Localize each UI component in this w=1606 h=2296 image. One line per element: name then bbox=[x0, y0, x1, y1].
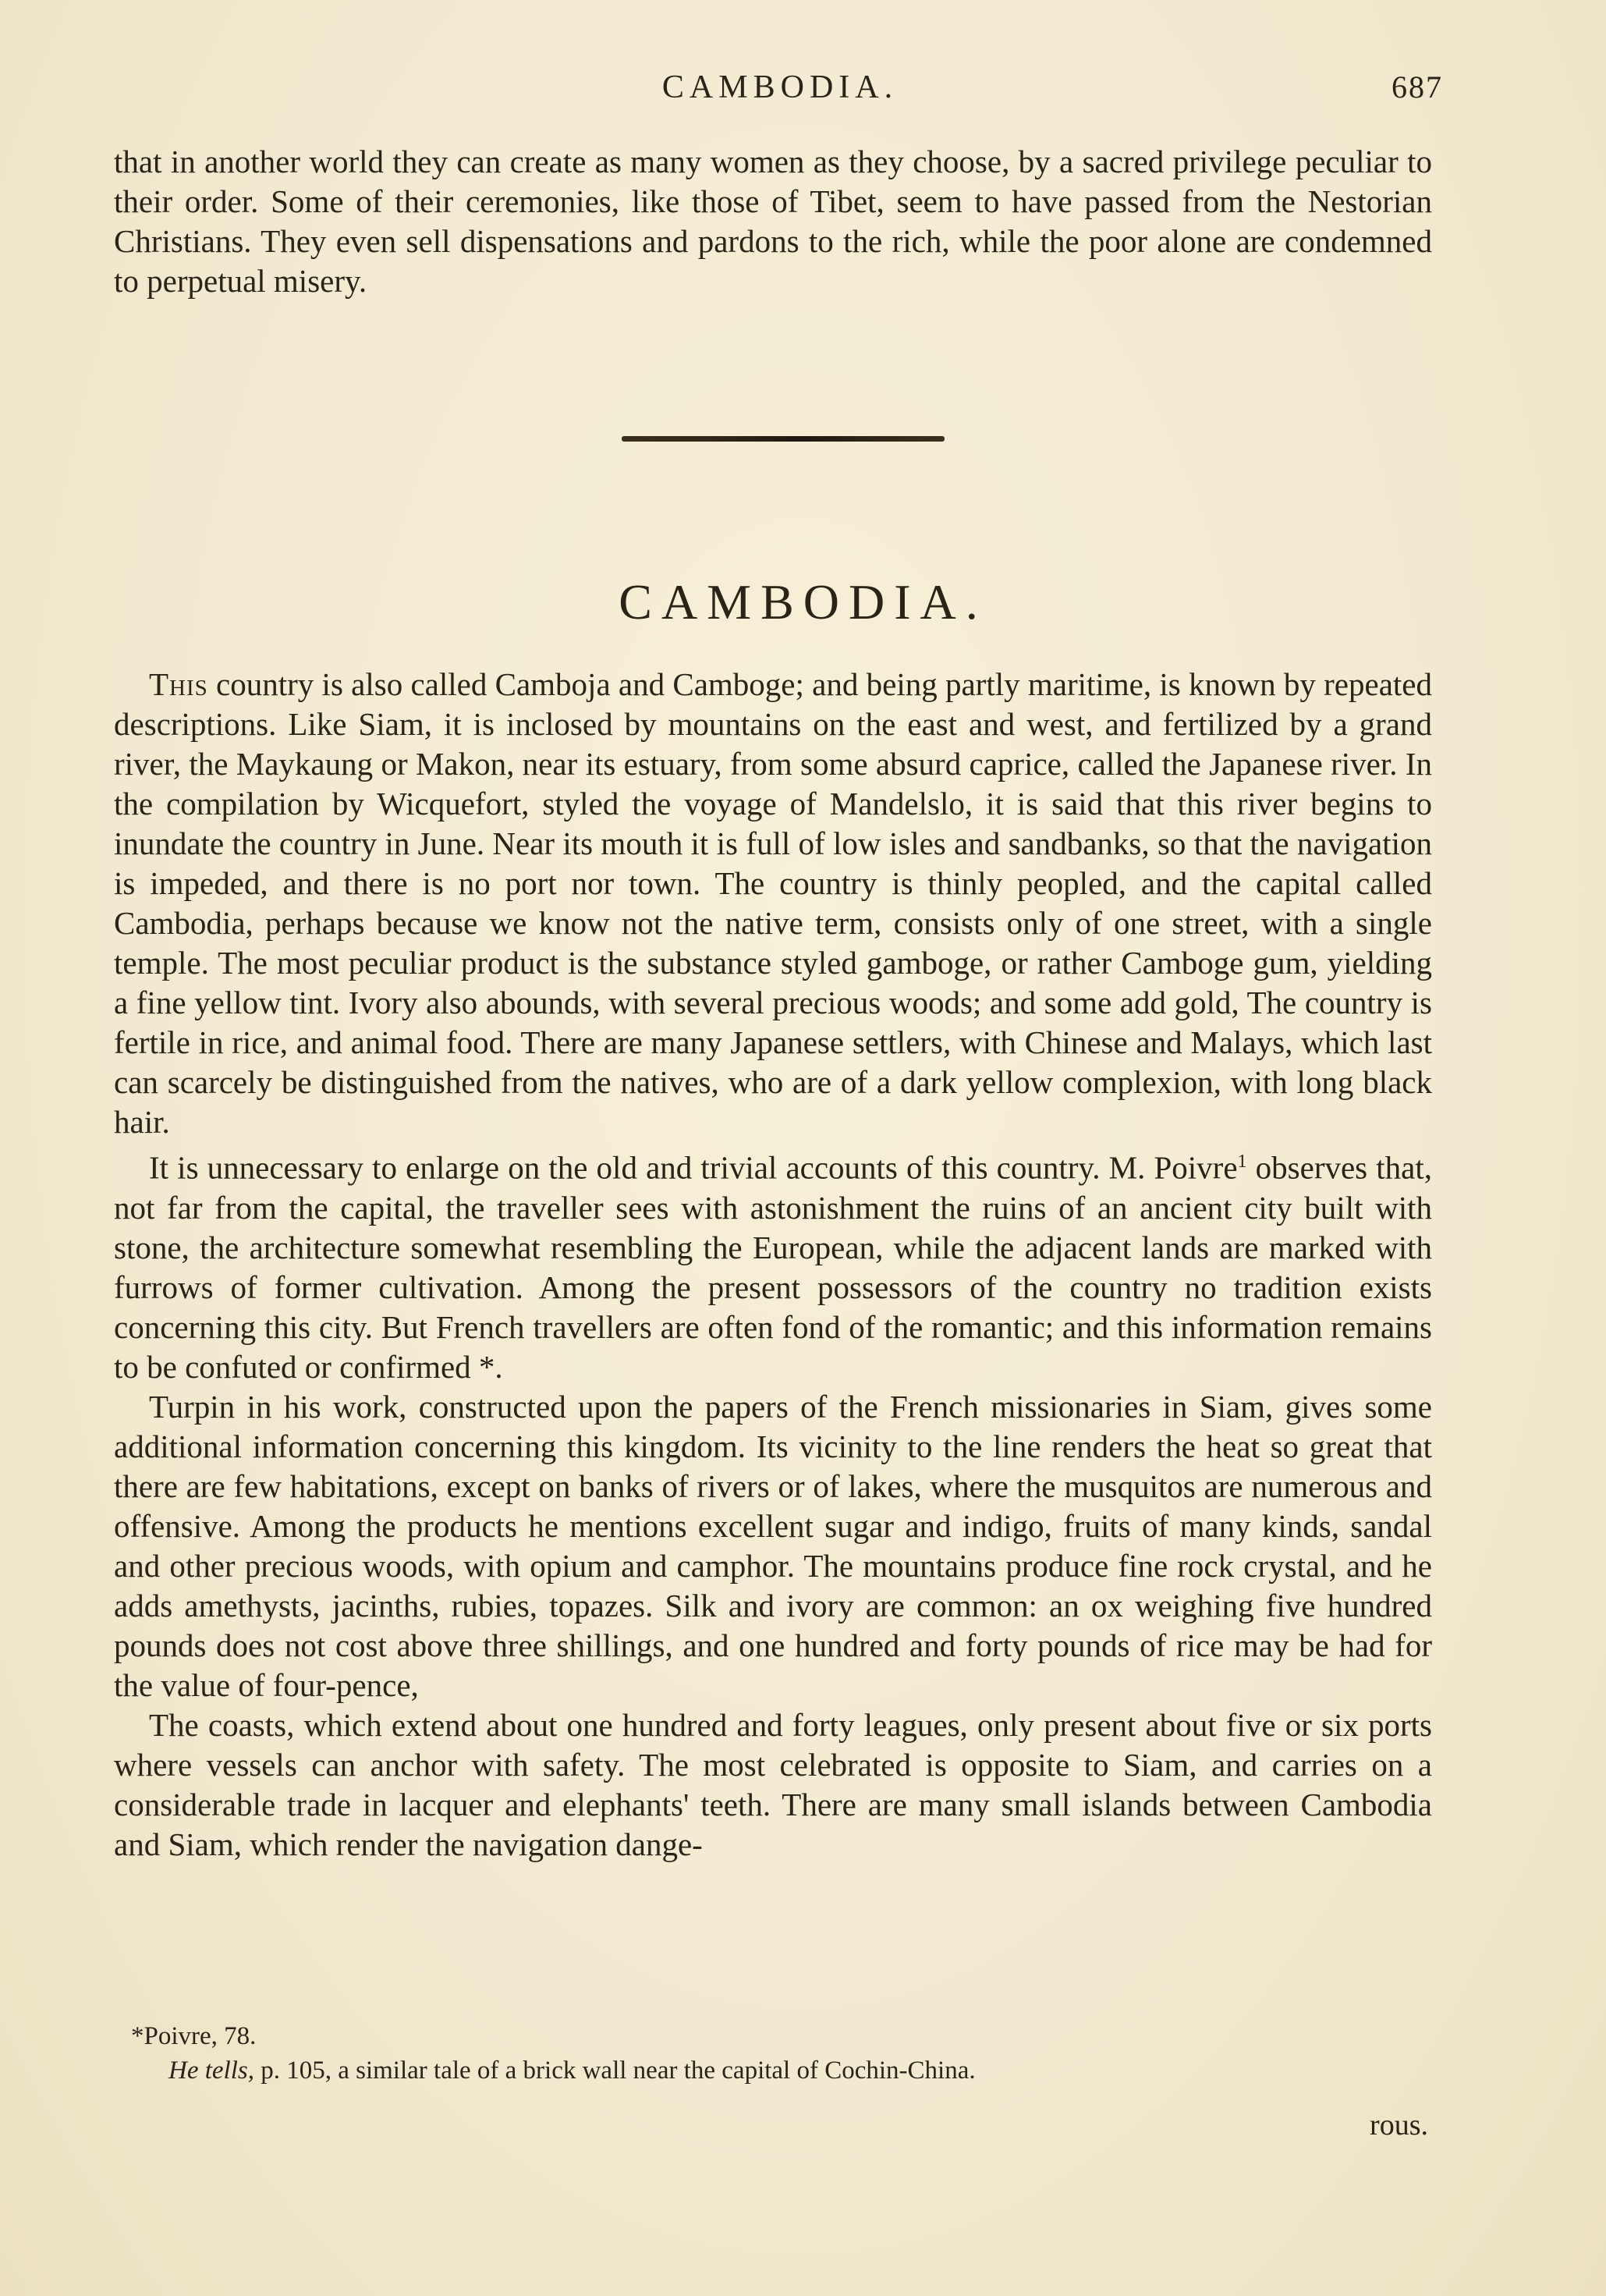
running-head bbox=[117, 69, 1443, 115]
footnote-2-rest: p. 105, a similar tale of a brick wall near the capital of Cochin-China. bbox=[253, 2056, 976, 2085]
paragraph-2-text-before: It is unnecessary to enlarge on the old and trivial accounts of this country. M. Poivre bbox=[149, 1149, 1238, 1186]
section-divider-rule bbox=[622, 436, 945, 442]
page-number: 687 bbox=[1392, 69, 1443, 105]
paragraph-1-text: country is also called Camboja and Camboge; and being partly maritime, is known by repeated descriptions. Like Siam, it is inclosed by mountains on the east and west, and fertilized by a grand river, the Maykaung or Makon, near its estuary, from some absurd caprice, called the Japanese river. In the compilation by Wicquefort, styled the voyage of Mandelslo, it is said that this river begins to inundate the country in June. Near its mouth it is full of low isles and sandbanks, so that the navigation is impeded, and there is no port nor town. The country is thinly peopled, and the capital called Cambodia, perhaps because we know not the native term, consists only of one street, with a single temple. The most peculiar product is the substance styled gamboge, or rather Camboge gum, yielding a fine yellow tint. Ivory also abounds, with several precious woods; and some add gold, The country is fertile in rice, and animal food. There are many Japanese settlers, with Chinese and Malays, which last can scarcely be distinguished from the natives, who are of a dark yellow complexion, with long black hair. bbox=[114, 666, 1432, 1140]
footnote-2 bbox=[131, 2053, 1457, 2088]
continuation-text: that in another world they can create as many women as they choose, by a sacred privilege peculiar to their order. Some of their ceremonies, like those of Tibet, seem to have passed from the Nestorian Christians. They even sell dispensations and pardons to the rich, while the poor alone are condemned to perpetual misery. bbox=[114, 144, 1432, 299]
paragraph-2-text-after: observes that, not far from the capital, the traveller sees with astonishment the ruins of an ancient city built with stone, the architecture somewhat resembling the European, while the adjacent lands are marked with furrows of former cultivation. Among the present possessors of the country no tradition exists concerning this city. But French travellers are often fond of the romantic; and this information remains to be confuted or confirmed *. bbox=[114, 1149, 1432, 1385]
paragraph-2 bbox=[114, 1142, 1432, 1387]
paragraph-1 bbox=[114, 665, 1432, 1142]
continuation-paragraph bbox=[114, 142, 1432, 301]
footnotes bbox=[131, 2019, 1457, 2088]
paragraph-1-lead: This bbox=[149, 666, 208, 702]
paragraph-4: The coasts, which extend about one hundred and forty leagues, only present about five or six ports where vessels can anchor with safety. The most celebrated is opposite to Siam, and carries on a considerable trade in lacquer and elephants' teeth. There are many small islands between Cambodia and Siam, which render the navigation dange- bbox=[114, 1706, 1432, 1862]
paragraph-3: Turpin in his work, constructed upon the papers of the French missionaries in Siam, gives some additional information concerning this kingdom. Its vicinity to the line renders the heat so great that there are few habitations, except on banks of rivers or of lakes, where the musquitos are numerous and offensive. Among the products he mentions excellent sugar and indigo, fruits of many kinds, sandal and other precious woods, with opium and camphor. The mountains produce fine rock crystal, and he adds amethysts, jacinths, rubies, topazes. Silk and ivory are common: an ox weighing five hundred pounds does not cost above three shillings, and one hundred and forty pounds of rice may be had for the value of four-pence, bbox=[114, 1388, 1432, 1703]
footnote-1: *Poivre, 78. bbox=[131, 2022, 257, 2050]
footnote-ref: 1 bbox=[1237, 1152, 1247, 1172]
running-title: CAMBODIA. bbox=[661, 69, 899, 105]
catchword: rous. bbox=[1370, 2109, 1428, 2142]
footnote-2-italic: He tells, bbox=[168, 2056, 254, 2085]
section-body bbox=[114, 665, 1432, 1865]
section-title: CAMBODIA. bbox=[619, 574, 987, 630]
